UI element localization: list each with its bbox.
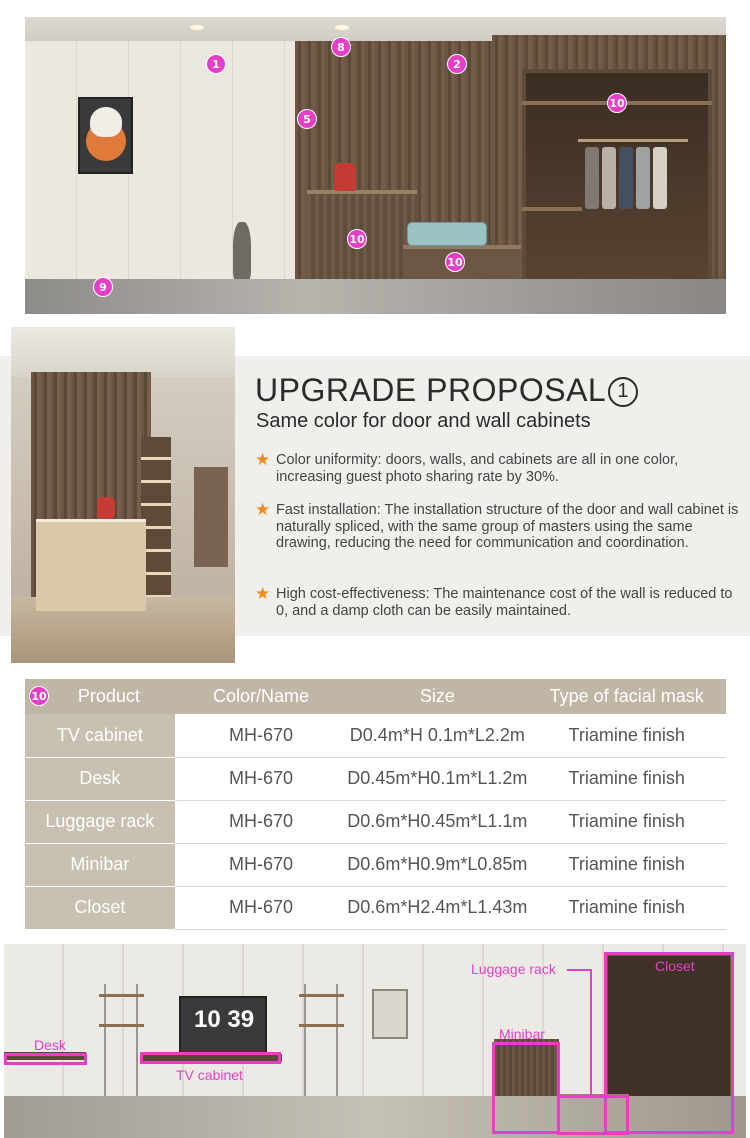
star-icon: ★: [255, 450, 271, 470]
shelf-post: [304, 984, 306, 1099]
marble-floor: [25, 279, 726, 314]
header-product: [25, 679, 175, 714]
benefit-item: [255, 452, 740, 485]
corridor-ceiling: [11, 327, 235, 377]
product-name-cell: Luggage rack: [25, 800, 175, 843]
header-color: Color/Name: [175, 679, 348, 714]
marker-badge: 10: [607, 93, 627, 113]
suitcase: [407, 222, 487, 246]
proposal-subtitle: Same color for door and wall cabinets: [256, 410, 591, 432]
hanging-coat: [602, 147, 616, 209]
callout-tv-cabinet: TV cabinet: [176, 1067, 243, 1083]
size-cell: D0.6m*H0.45m*L1.1m: [347, 800, 527, 843]
header-size: Size: [347, 679, 527, 714]
header-product-label: Product: [77, 686, 140, 706]
callout-leader: [590, 969, 592, 1097]
marker-badge: 1: [206, 54, 226, 74]
star-icon: ★: [255, 500, 271, 520]
benefit-item: [255, 586, 740, 619]
hero-room-image: [25, 17, 726, 314]
proposal-title-text: UPGRADE PROPOSAL: [255, 372, 607, 408]
callout-minibar: Minibar: [499, 1026, 545, 1042]
hanging-coat: [619, 147, 633, 209]
color-cell: MH-670: [175, 714, 348, 757]
table-row: [25, 757, 726, 800]
table-row: [25, 843, 726, 886]
callout-closet: Closet: [655, 958, 695, 974]
type-cell: Triamine finish: [527, 757, 726, 800]
corridor-kettle: [97, 497, 115, 519]
product-spec-table: [25, 679, 726, 930]
wall-shelf: [99, 994, 144, 997]
proposal-number-circle: 1: [608, 377, 638, 407]
marker-badge: 10: [29, 686, 49, 706]
white-wall-panels: [25, 41, 295, 281]
callout-leader: [567, 969, 591, 971]
red-kettle: [334, 163, 356, 191]
benefit-text: Color uniformity: doors, walls, and cabinets are all in one color, increasing guest photo sharing rate by 30%.: [276, 452, 679, 485]
marker-badge: 10: [347, 229, 367, 249]
marker-badge: 2: [447, 54, 467, 74]
benefit-text: High cost-effectiveness: The maintenance cost of the wall is reduced to 0, and a damp cloth can be easily maintained.: [276, 586, 733, 619]
color-cell: MH-670: [175, 843, 348, 886]
hanging-coat: [585, 147, 599, 209]
tv-clock: 10 39: [194, 1006, 255, 1033]
wall-painting: [78, 97, 133, 174]
header-type: Type of facial mask: [527, 679, 726, 714]
marker-badge: 8: [331, 37, 351, 57]
product-name-cell: TV cabinet: [25, 714, 175, 757]
ceiling-light: [190, 25, 204, 30]
star-icon: ★: [255, 584, 271, 604]
marker-badge: 9: [93, 277, 113, 297]
floor-vase: [233, 222, 251, 282]
shelf-post: [104, 984, 106, 1099]
wall-shelf: [299, 994, 344, 997]
marker-badge: 10: [445, 252, 465, 272]
product-name-cell: Closet: [25, 886, 175, 929]
type-cell: Triamine finish: [527, 886, 726, 929]
shelf-post: [136, 984, 138, 1099]
shelf-post: [336, 984, 338, 1099]
callout-desk: Desk: [34, 1037, 66, 1053]
wall-shelf: [99, 1024, 144, 1027]
size-cell: D0.6m*H0.9m*L0.85m: [347, 843, 527, 886]
type-cell: Triamine finish: [527, 800, 726, 843]
marker-badge: 5: [297, 109, 317, 129]
painting-bird: [90, 107, 122, 137]
product-name-cell: Minibar: [25, 843, 175, 886]
size-cell: D0.6m*H2.4m*L1.43m: [347, 886, 527, 929]
hanging-coat: [636, 147, 650, 209]
table-row: [25, 886, 726, 929]
benefit-text: Fast installation: The installation structure of the door and wall cabinet is naturally spliced, with the same group of masters using the same drawing, reducing the need for communication and coordination.: [276, 502, 739, 551]
hanging-rail: [578, 139, 688, 142]
color-cell: MH-670: [175, 886, 348, 929]
size-cell: D0.45m*H0.1m*L1.2m: [347, 757, 527, 800]
table-row: [25, 714, 726, 757]
type-cell: Triamine finish: [527, 714, 726, 757]
corridor-image: [11, 327, 235, 663]
closet-shelf: [522, 207, 582, 211]
proposal-title: [255, 372, 638, 409]
size-cell: D0.4m*H 0.1m*L2.2m: [347, 714, 527, 757]
desk-highlight: [4, 1053, 87, 1065]
color-cell: MH-670: [175, 757, 348, 800]
color-cell: MH-670: [175, 800, 348, 843]
table-row: [25, 800, 726, 843]
table-header-row: [25, 679, 726, 714]
wall-painting: [372, 989, 408, 1039]
tv-cabinet-highlight: [140, 1052, 281, 1064]
product-name-cell: Desk: [25, 757, 175, 800]
type-cell: Triamine finish: [527, 843, 726, 886]
corridor-door: [194, 467, 228, 567]
corridor-counter: [36, 519, 146, 611]
hanging-coat: [653, 147, 667, 209]
minibar-highlight: [492, 1042, 560, 1134]
callout-luggage-rack: Luggage rack: [471, 961, 556, 977]
wall-shelf: [299, 1024, 344, 1027]
closet-highlight: [604, 952, 734, 1134]
benefit-item: [255, 502, 740, 552]
ceiling-light: [335, 25, 349, 30]
